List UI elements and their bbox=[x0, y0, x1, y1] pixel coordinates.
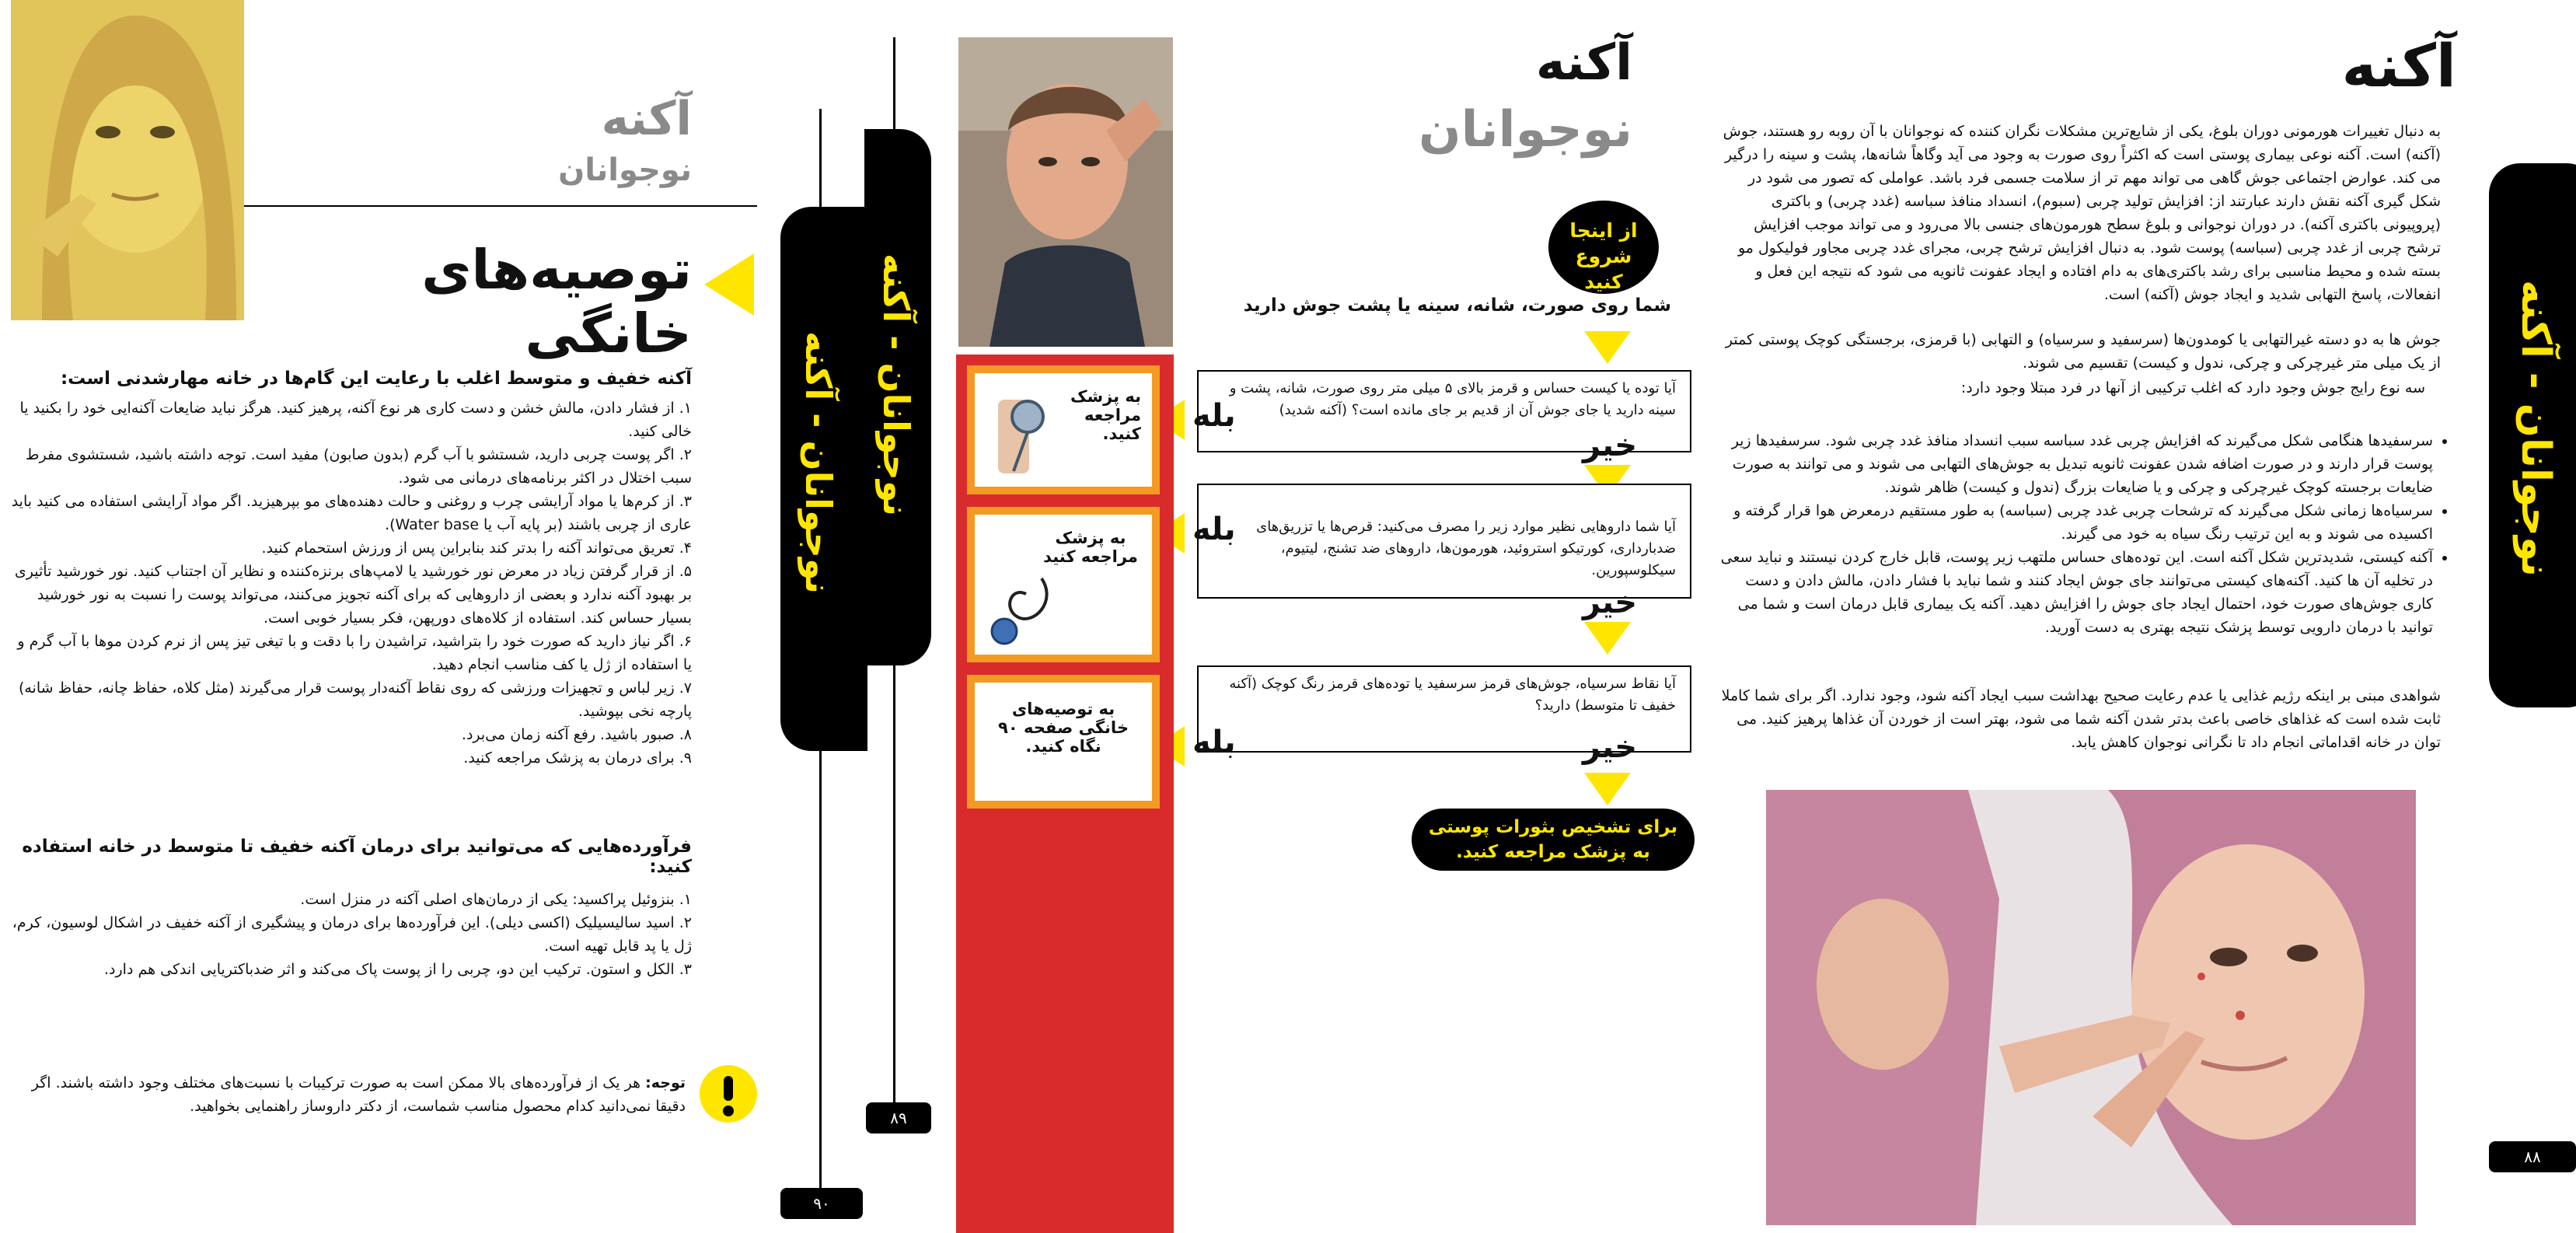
page90-title: توصیه‌های خانگی bbox=[421, 238, 692, 365]
flow-lead: شما روی صورت، شانه، سینه یا پشت جوش دارید bbox=[1243, 295, 1671, 316]
page88-side-tab bbox=[2489, 163, 2576, 707]
question-3-text: آیا نقاط سرسیاه، جوش‌های قرمز سرسفید یا توده‌های قرمز رنگ کوچک (آکنه خفیف تا متوسط) دارید؟ bbox=[1229, 676, 1676, 714]
home-steps-list bbox=[11, 396, 692, 770]
page90-header-title: آکنه bbox=[601, 92, 692, 146]
page88-side-tab-label: نوجوانان - آکنه bbox=[2512, 280, 2559, 578]
yes-label-2: بله bbox=[1192, 512, 1236, 547]
list-item: ۲. اگر پوست چربی دارید، شستشو با آب گرم (بدون صابون) مفید است. توجه داشته باشید، شستشوی مفرط سبب اختلال در اکثر برنامه‌های درمانی می شود. bbox=[25, 446, 692, 487]
answer-2 bbox=[967, 507, 1160, 662]
page88-bullets bbox=[1718, 429, 2453, 639]
list-item: ۹. برای درمان به پزشک مراجعه کنید. bbox=[463, 749, 692, 767]
girls-photo bbox=[1766, 790, 2416, 1225]
girl-photo bbox=[11, 0, 244, 320]
final-badge-text: برای تشخیص بثورات پوستی به پزشک مراجعه کنید. bbox=[1428, 817, 1678, 862]
question-1-text: آیا توده یا کیست حساس و قرمز بالای ۵ میلی متر روی صورت، شانه، پشت و سینه دارید یا جای جوش آن از قدیم بر جای مانده است؟ (آکنه شدید) bbox=[1229, 380, 1676, 418]
down-arrow bbox=[1584, 331, 1631, 364]
header-rule bbox=[244, 205, 757, 207]
page90-side-tab-label: نوجوانان - آکنه bbox=[798, 331, 839, 594]
page88-closing: شواهدی مبنی بر اینکه رژیم غذایی یا عدم رعایت صحیح بهداشت سبب ایجاد آکنه شود، وجود ندارد. اگر برای شما کاملا ثابت شده است که غذاهای خاصی باعث بدتر شدن آکنه شما می شود، بهتر است از خوردن آن غذاها پرهیز کنید. می توان در خانه اقداماتی انجام داد تا نگرانی نوجوان کاهش یابد. bbox=[1721, 687, 2441, 751]
list-item: ۵. از قرار گرفتن زیاد در معرض نور خورشید یا لامپ‌های برنزه‌کننده و نظایر آن اجتناب کنید. نور خورشید تأثیری بر بهبود آکنه ندارد و بعضی از داروهایی که برای آکنه تجویز می‌کنند، می‌تواند پوست را نسبت به نور خورشید بسیار حساس کند. استفاده از کلاه‌های دورپهن، فکر بسیار خوبی است. bbox=[14, 563, 692, 627]
products-list bbox=[11, 888, 692, 981]
page89-side-tab bbox=[864, 129, 931, 665]
start-badge bbox=[1548, 201, 1659, 294]
list-item: • سرسفیدها هنگامی شکل می‌گیرند که افزایش چربی غدد سباسه سبب انسداد منافذ غدد چربی شود. سرسفیدها زیر پوست قرار دارند و در صورت اضافه شدن عفونت ثانویه تبدیل به جوش‌های التهابی می شوند و می توانند به صورت ضایعات برجسته کوچک غیرچرکی و چرکی و یا ضایعات بزرگ (ندول و کیست) ظاهر شوند. bbox=[1718, 429, 2433, 499]
no-label-3: خیر bbox=[1583, 729, 1638, 765]
answer-1-text: به پزشک مراجعه کنید. bbox=[1070, 387, 1141, 443]
page88-types-intro-2: سه نوع رایج جوش وجود دارد که اغلب ترکیبی از آنها در فرد مبتلا وجود دارد: bbox=[1960, 379, 2425, 396]
flow-title: آکنه bbox=[1535, 34, 1632, 92]
list-item: ۶. اگر نیاز دارید که صورت خود را بتراشید، تراشیدن را با دقت و با تیغی تیز پس از نرم کردن موها با آب گرم و یا استفاده از ژل یا کف مناسب انجام دهید. bbox=[17, 633, 692, 673]
note-label: توجه: bbox=[645, 1074, 686, 1092]
page90-note bbox=[11, 1071, 686, 1118]
list-item: ۴. تعریق می‌تواند آکنه را بدتر کند بنابراین پس از ورزش استحمام کنید. bbox=[261, 540, 692, 557]
doctor-stethoscope-icon bbox=[983, 384, 1052, 477]
page88-number: ۸۸ bbox=[2489, 1141, 2576, 1172]
boy-photo bbox=[958, 37, 1173, 347]
list-item: ۱. بنزوئیل پراکسید: یکی از درمان‌های اصلی آکنه در منزل است. bbox=[300, 891, 692, 908]
page88-types-intro: جوش ها به دو دسته غیرالتهابی یا کومدون‌ها (سرسفید و سرسیاه) و التهابی (با قرمزی، برجستگی کوچک پوستی کمتر از یک میلی متر غیرچرکی و چرکی، ندول و کیست) تقسیم می شوند. bbox=[1725, 331, 2441, 372]
answer-1 bbox=[967, 365, 1160, 494]
final-badge bbox=[1412, 809, 1695, 871]
note-text: هر یک از فرآورده‌های بالا ممکن است به صورت ترکیبات با نسبت‌های مختلف وجود داشته باشند. اگر دقیقا نمی‌دانید کدام محصول مناسب شماست، از دکتر داروساز راهنمایی بخواهید. bbox=[31, 1074, 686, 1115]
list-item: ۳. الکل و استون. ترکیب این دو، چربی را از پوست پاک می‌کند و اثر ضدباکتریایی اندکی هم دارد. bbox=[103, 961, 692, 978]
warning-icon bbox=[700, 1065, 757, 1123]
title-pointer-arrow bbox=[704, 253, 754, 316]
question-2 bbox=[1197, 484, 1691, 599]
down-arrow bbox=[1584, 622, 1631, 655]
answer-2-text: به پزشک مراجعه کنید bbox=[1043, 529, 1138, 566]
down-arrow bbox=[1584, 773, 1631, 805]
list-item: ۱. از فشار دادن، مالش خشن و دست کاری هر نوع آکنه، پرهیز کنید. هرگز نباید ضایعات آکنه‌ایی خود را بکنید یا خالی کنید. bbox=[19, 400, 692, 440]
answer-3-text: به توصیه‌های خانگی صفحه ۹۰ نگاه کنید. bbox=[998, 700, 1129, 756]
page90-heading-1: آکنه خفیف و متوسط اغلب با رعایت این گام‌ها در خانه مهارشدنی است: bbox=[60, 369, 692, 389]
page88-title: آکنه bbox=[2341, 31, 2456, 100]
list-item: • سرسیاه‌ها زمانی شکل می‌گیرند که ترشحات چربی غدد چربی (سباسه) به طور مستقیم درمعرض هوا قرار گرفته و اکسیده می شوند و به این ترتیب رنگ سیاه به خود می گیرند. bbox=[1718, 499, 2433, 546]
yes-label-3: بله bbox=[1192, 725, 1236, 760]
page89-number: ۸۹ bbox=[866, 1102, 931, 1133]
question-2-text: آیا شما داروهایی نظیر موارد زیر را مصرف می‌کنید: قرص‌ها یا تزریق‌های ضدبارداری، کورتیکو استروئید، هورمون‌ها، داروهای ضد تشنج، لیتیوم، سیکلوسپورین. bbox=[1256, 519, 1676, 578]
page88-intro: به دنبال تغییرات هورمونی دوران بلوغ، یکی از شایع‌ترین مشکلات نگران کننده که نوجوانان با آن روبه رو هستند، جوش (آکنه) است. آکنه نوعی بیماری پوستی است که اکثراً روی صورت به وجود می آید وگاهاً شانه‌ها، پشت و سینه را درگیر می کند. عوارض اجتماعی جوش گاهی می تواند مهم تر از سلامت جسمی فرد باشد. عواملی که تصور می شود در شکل گیری آکنه نقش دارند عبارتند از: افزایش تولید چربی (سبوم)، انسداد منافذ سباسه (غدد چربی) و باکتری (پروپیونی باکتری آکنه). در دوران نوجوانی و بلوغ سطح هورمون‌های جنسی بالا می‌رود و می تواند موجب افزایش ترشح چربی از غدد چربی (سباسه) پوست شود. به دنبال افزایش ترشح چربی، مجرای غدد چربی مجاور فولیکول مو بسته شده و محیط مناسبی برای رشد باکتری‌های به دام افتاده و ایجاد عفونت ثانویه می شود که نتیجه این فعل و انفعالات، پاسخ التهابی شدید و ایجاد جوش (آکنه) است. bbox=[1723, 123, 2441, 303]
list-item: ۸. صبور باشید. رفع آکنه زمان می‌برد. bbox=[461, 726, 692, 743]
flow-subtitle: نوجوانان bbox=[1418, 101, 1632, 159]
list-item: ۷. زیر لباس و تجهیزات ورزشی که روی نقاط آکنه‌دار پوست قرار می‌گیرند (مثل کلاه، حفاظ چانه، حفاظ شانه) پارچه نخی بپوشید. bbox=[18, 679, 692, 720]
page90-heading-2: فرآورده‌هایی که می‌توانید برای درمان آکنه خفیف تا متوسط در خانه استفاده کنید: bbox=[22, 837, 692, 877]
no-label-1: خیر bbox=[1583, 428, 1638, 463]
page90-header-subtitle: نوجوانان bbox=[558, 152, 692, 188]
page90-side-tab bbox=[780, 207, 867, 751]
list-item: ۳. از کرم‌ها یا مواد آرایشی چرب و روغنی و حالت دهنده‌های مو بپرهیزید. اگر مواد آرایشی استفاده می کنید باید عاری از چربی باشند (بر پایه آب یا Water base). bbox=[11, 493, 692, 533]
answer-3 bbox=[967, 675, 1160, 809]
no-label-2: خیر bbox=[1583, 585, 1638, 620]
list-item: • آکنه کیستی، شدیدترین شکل آکنه است. این توده‌های حساس ملتهب زیر پوست، قابل خارج کردن نیستند و نباید سعی در تخلیه آن ها کنید. آکنه‌های کیستی می‌توانند جای جوش ایجاد کنند و شما نباید با فشار دادن، مالش دادن و دست کاری جوش‌های صورت خود، احتمال ایجاد جای جوش را افزایش دهید. آکنه یک بیماری قابل درمان است و شما می توانید با درمان دارویی توسط پزشک نتیجه بهتری به دست آورید. bbox=[1718, 546, 2433, 639]
page90-number: ۹۰ bbox=[780, 1188, 863, 1219]
page89-side-tab-label: نوجوانان - آکنه bbox=[875, 253, 917, 516]
list-item: ۲. اسید سالیسیلیک (اکسی دیلی). این فرآورده‌ها برای درمان و پیشگیری از آکنه خفیف در اشکال لوسیون، کرم، ژل یا پد قابل تهیه است. bbox=[12, 914, 692, 955]
stethoscope-icon bbox=[987, 571, 1057, 648]
yes-label-1: بله bbox=[1192, 398, 1236, 434]
start-badge-text: از اینجا شروع کنید bbox=[1569, 219, 1638, 293]
